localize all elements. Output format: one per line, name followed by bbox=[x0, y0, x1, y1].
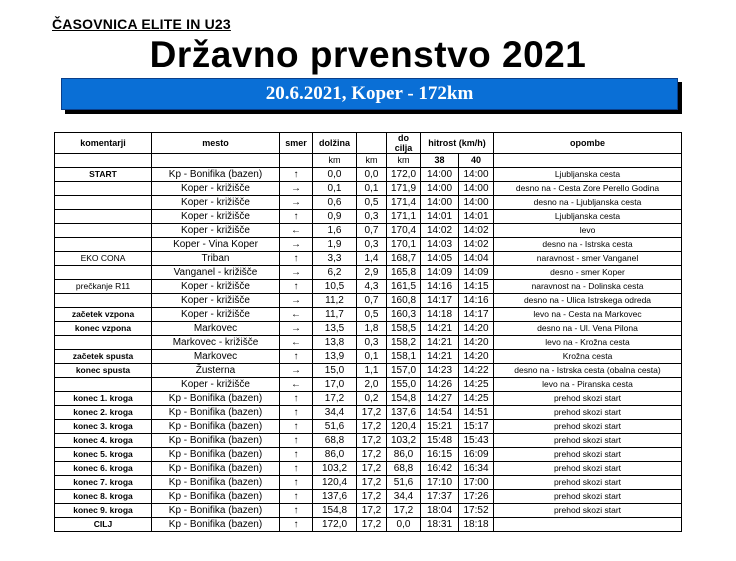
cell-segment: 17,2 bbox=[357, 448, 387, 462]
cell-comment bbox=[55, 378, 152, 392]
col-segment bbox=[357, 133, 387, 154]
cell-segment: 1,1 bbox=[357, 364, 387, 378]
cell-place: Koper - križišče bbox=[152, 308, 280, 322]
cell-remaining: 137,6 bbox=[387, 406, 421, 420]
col-comments: komentarji bbox=[55, 133, 152, 154]
cell-comment bbox=[55, 266, 152, 280]
cell-comment: CILJ bbox=[55, 518, 152, 532]
cell-time-40: 14:17 bbox=[459, 308, 494, 322]
cell-direction: ↑ bbox=[280, 490, 313, 504]
cell-segment: 0,5 bbox=[357, 196, 387, 210]
cell-remaining: 171,4 bbox=[387, 196, 421, 210]
cell-remaining: 161,5 bbox=[387, 280, 421, 294]
cell-time-38: 14:01 bbox=[421, 210, 459, 224]
cell-time-38: 17:10 bbox=[421, 476, 459, 490]
table-row bbox=[55, 224, 682, 238]
table-row bbox=[55, 196, 682, 210]
cell-comment: konec 8. kroga bbox=[55, 490, 152, 504]
cell-comment bbox=[55, 182, 152, 196]
cell-place: Kp - Bonifika (bazen) bbox=[152, 448, 280, 462]
cell-place: Koper - Vina Koper bbox=[152, 238, 280, 252]
cell-time-40: 16:09 bbox=[459, 448, 494, 462]
cell-place: Koper - križišče bbox=[152, 196, 280, 210]
cell-direction: ↑ bbox=[280, 168, 313, 182]
cell-comment: konec vzpona bbox=[55, 322, 152, 336]
cell-time-38: 14:23 bbox=[421, 364, 459, 378]
cell-distance: 51,6 bbox=[313, 420, 357, 434]
cell-comment: konec 5. kroga bbox=[55, 448, 152, 462]
unit-speed-38: 38 bbox=[421, 154, 459, 168]
cell-segment: 17,2 bbox=[357, 490, 387, 504]
cell-time-40: 14:20 bbox=[459, 322, 494, 336]
cell-distance: 68,8 bbox=[313, 434, 357, 448]
col-place: mesto bbox=[152, 133, 280, 154]
cell-direction: ← bbox=[280, 336, 313, 350]
cell-time-40: 14:09 bbox=[459, 266, 494, 280]
cell-direction: → bbox=[280, 322, 313, 336]
table-row bbox=[55, 406, 682, 420]
cell-comment: začetek vzpona bbox=[55, 308, 152, 322]
cell-note: prehod skozi start bbox=[494, 448, 682, 462]
cell-time-38: 14:18 bbox=[421, 308, 459, 322]
cell-note: desno na - Istrska cesta (obalna cesta) bbox=[494, 364, 682, 378]
cell-comment: konec 7. kroga bbox=[55, 476, 152, 490]
cell-comment: začetek spusta bbox=[55, 350, 152, 364]
cell-distance: 0,6 bbox=[313, 196, 357, 210]
cell-note: naravnost na - Dolinska cesta bbox=[494, 280, 682, 294]
cell-place: Kp - Bonifika (bazen) bbox=[152, 476, 280, 490]
table-row bbox=[55, 434, 682, 448]
cell-remaining: 158,2 bbox=[387, 336, 421, 350]
cell-remaining: 68,8 bbox=[387, 462, 421, 476]
cell-comment: konec 2. kroga bbox=[55, 406, 152, 420]
cell-direction: ← bbox=[280, 378, 313, 392]
table-row bbox=[55, 448, 682, 462]
cell-time-38: 18:04 bbox=[421, 504, 459, 518]
cell-time-38: 14:02 bbox=[421, 224, 459, 238]
race-banner: 20.6.2021, Koper - 172km bbox=[61, 78, 678, 110]
cell-note: desno - smer Koper bbox=[494, 266, 682, 280]
cell-place: Kp - Bonifika (bazen) bbox=[152, 392, 280, 406]
cell-segment: 17,2 bbox=[357, 504, 387, 518]
cell-note bbox=[494, 518, 682, 532]
table-row bbox=[55, 280, 682, 294]
units-row bbox=[55, 154, 682, 168]
cell-comment: START bbox=[55, 168, 152, 182]
cell-note: prehod skozi start bbox=[494, 490, 682, 504]
cell-place: Kp - Bonifika (bazen) bbox=[152, 406, 280, 420]
cell-time-40: 14:25 bbox=[459, 378, 494, 392]
cell-time-38: 14:00 bbox=[421, 182, 459, 196]
cell-segment: 4,3 bbox=[357, 280, 387, 294]
cell-time-40: 14:16 bbox=[459, 294, 494, 308]
cell-distance: 10,5 bbox=[313, 280, 357, 294]
cell-remaining: 51,6 bbox=[387, 476, 421, 490]
cell-remaining: 170,1 bbox=[387, 238, 421, 252]
cell-direction: ← bbox=[280, 224, 313, 238]
cell-note: prehod skozi start bbox=[494, 476, 682, 490]
cell-note: prehod skozi start bbox=[494, 462, 682, 476]
table-row bbox=[55, 182, 682, 196]
table-row bbox=[55, 378, 682, 392]
cell-time-38: 14:00 bbox=[421, 196, 459, 210]
cell-segment: 0,1 bbox=[357, 350, 387, 364]
cell-direction: ↑ bbox=[280, 252, 313, 266]
cell-time-38: 14:27 bbox=[421, 392, 459, 406]
cell-time-38: 15:48 bbox=[421, 434, 459, 448]
table-row bbox=[55, 350, 682, 364]
table-row bbox=[55, 504, 682, 518]
cell-distance: 103,2 bbox=[313, 462, 357, 476]
cell-distance: 34,4 bbox=[313, 406, 357, 420]
cell-place: Kp - Bonifika (bazen) bbox=[152, 504, 280, 518]
cell-comment bbox=[55, 210, 152, 224]
cell-distance: 120,4 bbox=[313, 476, 357, 490]
document-subtitle: ČASOVNICA ELITE IN U23 bbox=[52, 16, 231, 32]
unit-empty bbox=[152, 154, 280, 168]
cell-note: naravnost - smer Vanganel bbox=[494, 252, 682, 266]
cell-remaining: 120,4 bbox=[387, 420, 421, 434]
cell-place: Koper - križišče bbox=[152, 378, 280, 392]
cell-direction: → bbox=[280, 294, 313, 308]
cell-distance: 154,8 bbox=[313, 504, 357, 518]
cell-segment: 17,2 bbox=[357, 406, 387, 420]
table-row bbox=[55, 518, 682, 532]
cell-place: Koper - križišče bbox=[152, 210, 280, 224]
cell-remaining: 0,0 bbox=[387, 518, 421, 532]
cell-segment: 17,2 bbox=[357, 462, 387, 476]
cell-place: Koper - križišče bbox=[152, 280, 280, 294]
cell-distance: 0,0 bbox=[313, 168, 357, 182]
cell-time-40: 15:17 bbox=[459, 420, 494, 434]
cell-time-40: 15:43 bbox=[459, 434, 494, 448]
cell-direction: ↑ bbox=[280, 434, 313, 448]
cell-distance: 11,2 bbox=[313, 294, 357, 308]
cell-time-38: 14:09 bbox=[421, 266, 459, 280]
cell-direction: → bbox=[280, 266, 313, 280]
cell-direction: ← bbox=[280, 308, 313, 322]
cell-segment: 0,3 bbox=[357, 336, 387, 350]
cell-comment: konec 1. kroga bbox=[55, 392, 152, 406]
cell-comment: konec spusta bbox=[55, 364, 152, 378]
table-row bbox=[55, 266, 682, 280]
cell-distance: 3,3 bbox=[313, 252, 357, 266]
cell-comment: prečkanje R11 bbox=[55, 280, 152, 294]
cell-segment: 0,2 bbox=[357, 392, 387, 406]
cell-comment bbox=[55, 196, 152, 210]
col-length: dolžina bbox=[313, 133, 357, 154]
cell-direction: ↑ bbox=[280, 350, 313, 364]
cell-distance: 0,1 bbox=[313, 182, 357, 196]
cell-place: Kp - Bonifika (bazen) bbox=[152, 490, 280, 504]
cell-note: levo bbox=[494, 224, 682, 238]
cell-direction: → bbox=[280, 182, 313, 196]
col-notes: opombe bbox=[494, 133, 682, 154]
cell-comment: konec 6. kroga bbox=[55, 462, 152, 476]
cell-direction: ↑ bbox=[280, 406, 313, 420]
cell-time-40: 16:34 bbox=[459, 462, 494, 476]
cell-time-38: 14:26 bbox=[421, 378, 459, 392]
table-row bbox=[55, 420, 682, 434]
cell-direction: ↑ bbox=[280, 392, 313, 406]
cell-time-40: 14:04 bbox=[459, 252, 494, 266]
col-to-finish: do cilja bbox=[387, 133, 421, 154]
table-row bbox=[55, 462, 682, 476]
cell-segment: 0,3 bbox=[357, 238, 387, 252]
cell-segment: 17,2 bbox=[357, 476, 387, 490]
cell-time-38: 14:21 bbox=[421, 336, 459, 350]
cell-time-38: 15:21 bbox=[421, 420, 459, 434]
cell-distance: 1,9 bbox=[313, 238, 357, 252]
table-row bbox=[55, 238, 682, 252]
cell-comment bbox=[55, 238, 152, 252]
col-direction: smer bbox=[280, 133, 313, 154]
cell-direction: ↑ bbox=[280, 476, 313, 490]
cell-time-38: 16:42 bbox=[421, 462, 459, 476]
cell-direction: ↑ bbox=[280, 420, 313, 434]
table-row bbox=[55, 476, 682, 490]
cell-time-40: 14:20 bbox=[459, 336, 494, 350]
cell-time-38: 14:21 bbox=[421, 350, 459, 364]
table-row bbox=[55, 210, 682, 224]
cell-remaining: 157,0 bbox=[387, 364, 421, 378]
cell-remaining: 171,9 bbox=[387, 182, 421, 196]
cell-place: Vanganel - križišče bbox=[152, 266, 280, 280]
cell-distance: 13,9 bbox=[313, 350, 357, 364]
cell-place: Koper - križišče bbox=[152, 182, 280, 196]
cell-note: levo na - Piranska cesta bbox=[494, 378, 682, 392]
table-row bbox=[55, 336, 682, 350]
cell-time-40: 14:02 bbox=[459, 224, 494, 238]
table-row bbox=[55, 490, 682, 504]
cell-time-40: 17:00 bbox=[459, 476, 494, 490]
cell-remaining: 34,4 bbox=[387, 490, 421, 504]
cell-place: Kp - Bonifika (bazen) bbox=[152, 434, 280, 448]
cell-direction: ↑ bbox=[280, 448, 313, 462]
cell-remaining: 165,8 bbox=[387, 266, 421, 280]
cell-time-40: 14:15 bbox=[459, 280, 494, 294]
cell-time-38: 14:54 bbox=[421, 406, 459, 420]
cell-note: desno na - Istrska cesta bbox=[494, 238, 682, 252]
cell-remaining: 158,1 bbox=[387, 350, 421, 364]
cell-time-40: 14:01 bbox=[459, 210, 494, 224]
cell-place: Kp - Bonifika (bazen) bbox=[152, 420, 280, 434]
cell-remaining: 155,0 bbox=[387, 378, 421, 392]
cell-note: prehod skozi start bbox=[494, 434, 682, 448]
page-title: Državno prvenstvo 2021 bbox=[149, 34, 587, 75]
cell-segment: 17,2 bbox=[357, 434, 387, 448]
cell-note: prehod skozi start bbox=[494, 504, 682, 518]
col-speed: hitrost (km/h) bbox=[421, 133, 494, 154]
cell-note: desno na - Ulica Istrskega odreda bbox=[494, 294, 682, 308]
cell-time-38: 16:15 bbox=[421, 448, 459, 462]
unit-empty bbox=[55, 154, 152, 168]
cell-time-40: 14:00 bbox=[459, 168, 494, 182]
unit-km: km bbox=[313, 154, 357, 168]
cell-distance: 17,0 bbox=[313, 378, 357, 392]
cell-segment: 1,4 bbox=[357, 252, 387, 266]
cell-comment bbox=[55, 224, 152, 238]
cell-remaining: 86,0 bbox=[387, 448, 421, 462]
cell-distance: 0,9 bbox=[313, 210, 357, 224]
unit-km: km bbox=[387, 154, 421, 168]
cell-time-40: 14:25 bbox=[459, 392, 494, 406]
cell-place: Markovec bbox=[152, 350, 280, 364]
cell-distance: 86,0 bbox=[313, 448, 357, 462]
cell-time-38: 18:31 bbox=[421, 518, 459, 532]
cell-remaining: 171,1 bbox=[387, 210, 421, 224]
cell-comment: EKO CONA bbox=[55, 252, 152, 266]
unit-empty bbox=[280, 154, 313, 168]
cell-note: prehod skozi start bbox=[494, 392, 682, 406]
cell-place: Kp - Bonifika (bazen) bbox=[152, 518, 280, 532]
cell-direction: ↑ bbox=[280, 504, 313, 518]
cell-note: prehod skozi start bbox=[494, 420, 682, 434]
cell-time-38: 14:03 bbox=[421, 238, 459, 252]
cell-time-40: 14:02 bbox=[459, 238, 494, 252]
cell-direction: ↑ bbox=[280, 280, 313, 294]
cell-time-40: 17:52 bbox=[459, 504, 494, 518]
table-row bbox=[55, 322, 682, 336]
cell-time-38: 14:00 bbox=[421, 168, 459, 182]
cell-segment: 0,0 bbox=[357, 168, 387, 182]
cell-comment: konec 9. kroga bbox=[55, 504, 152, 518]
cell-note: desno na - Ljubljanska cesta bbox=[494, 196, 682, 210]
cell-note: desno na - Cesta Zore Perello Godina bbox=[494, 182, 682, 196]
cell-place: Koper - križišče bbox=[152, 294, 280, 308]
cell-distance: 11,7 bbox=[313, 308, 357, 322]
cell-remaining: 172,0 bbox=[387, 168, 421, 182]
cell-time-38: 14:17 bbox=[421, 294, 459, 308]
cell-remaining: 160,3 bbox=[387, 308, 421, 322]
cell-segment: 0,1 bbox=[357, 182, 387, 196]
cell-time-40: 14:51 bbox=[459, 406, 494, 420]
cell-direction: → bbox=[280, 238, 313, 252]
cell-segment: 0,7 bbox=[357, 224, 387, 238]
cell-distance: 137,6 bbox=[313, 490, 357, 504]
table-row bbox=[55, 294, 682, 308]
cell-distance: 17,2 bbox=[313, 392, 357, 406]
cell-comment bbox=[55, 336, 152, 350]
cell-place: Triban bbox=[152, 252, 280, 266]
cell-comment: konec 3. kroga bbox=[55, 420, 152, 434]
cell-segment: 17,2 bbox=[357, 420, 387, 434]
cell-note: Krožna cesta bbox=[494, 350, 682, 364]
schedule-body bbox=[55, 168, 682, 532]
table-row bbox=[55, 364, 682, 378]
cell-remaining: 158,5 bbox=[387, 322, 421, 336]
cell-note: Ljubljanska cesta bbox=[494, 210, 682, 224]
cell-remaining: 17,2 bbox=[387, 504, 421, 518]
schedule-table bbox=[54, 132, 682, 532]
header-row bbox=[55, 133, 682, 154]
cell-direction: → bbox=[280, 196, 313, 210]
cell-distance: 1,6 bbox=[313, 224, 357, 238]
cell-segment: 0,3 bbox=[357, 210, 387, 224]
cell-note: desno na - Ul. Vena Pilona bbox=[494, 322, 682, 336]
cell-remaining: 103,2 bbox=[387, 434, 421, 448]
cell-segment: 2,9 bbox=[357, 266, 387, 280]
cell-remaining: 160,8 bbox=[387, 294, 421, 308]
cell-segment: 2,0 bbox=[357, 378, 387, 392]
table-row bbox=[55, 168, 682, 182]
cell-time-40: 14:20 bbox=[459, 350, 494, 364]
cell-remaining: 170,4 bbox=[387, 224, 421, 238]
cell-time-40: 14:00 bbox=[459, 182, 494, 196]
table-row bbox=[55, 252, 682, 266]
unit-empty bbox=[494, 154, 682, 168]
cell-direction: ↑ bbox=[280, 462, 313, 476]
table-row bbox=[55, 392, 682, 406]
cell-place: Markovec - križišče bbox=[152, 336, 280, 350]
cell-distance: 172,0 bbox=[313, 518, 357, 532]
cell-place: Kp - Bonifika (bazen) bbox=[152, 168, 280, 182]
cell-distance: 6,2 bbox=[313, 266, 357, 280]
cell-remaining: 168,7 bbox=[387, 252, 421, 266]
cell-note: levo na - Cesta na Markovec bbox=[494, 308, 682, 322]
table-row bbox=[55, 308, 682, 322]
unit-km: km bbox=[357, 154, 387, 168]
cell-time-40: 17:26 bbox=[459, 490, 494, 504]
cell-distance: 15,0 bbox=[313, 364, 357, 378]
cell-note: Ljubljanska cesta bbox=[494, 168, 682, 182]
cell-segment: 0,5 bbox=[357, 308, 387, 322]
cell-direction: → bbox=[280, 364, 313, 378]
cell-place: Žusterna bbox=[152, 364, 280, 378]
cell-time-38: 14:05 bbox=[421, 252, 459, 266]
cell-segment: 17,2 bbox=[357, 518, 387, 532]
cell-remaining: 154,8 bbox=[387, 392, 421, 406]
cell-time-40: 14:00 bbox=[459, 196, 494, 210]
cell-time-38: 14:16 bbox=[421, 280, 459, 294]
cell-segment: 1,8 bbox=[357, 322, 387, 336]
cell-segment: 0,7 bbox=[357, 294, 387, 308]
cell-distance: 13,5 bbox=[313, 322, 357, 336]
cell-note: prehod skozi start bbox=[494, 406, 682, 420]
cell-note: levo na - Krožna cesta bbox=[494, 336, 682, 350]
cell-comment: konec 4. kroga bbox=[55, 434, 152, 448]
unit-speed-40: 40 bbox=[459, 154, 494, 168]
cell-comment bbox=[55, 294, 152, 308]
cell-distance: 13,8 bbox=[313, 336, 357, 350]
cell-place: Markovec bbox=[152, 322, 280, 336]
cell-direction: ↑ bbox=[280, 210, 313, 224]
cell-time-38: 14:21 bbox=[421, 322, 459, 336]
cell-place: Koper - križišče bbox=[152, 224, 280, 238]
cell-time-38: 17:37 bbox=[421, 490, 459, 504]
cell-direction: ↑ bbox=[280, 518, 313, 532]
cell-time-40: 14:22 bbox=[459, 364, 494, 378]
cell-place: Kp - Bonifika (bazen) bbox=[152, 462, 280, 476]
cell-time-40: 18:18 bbox=[459, 518, 494, 532]
